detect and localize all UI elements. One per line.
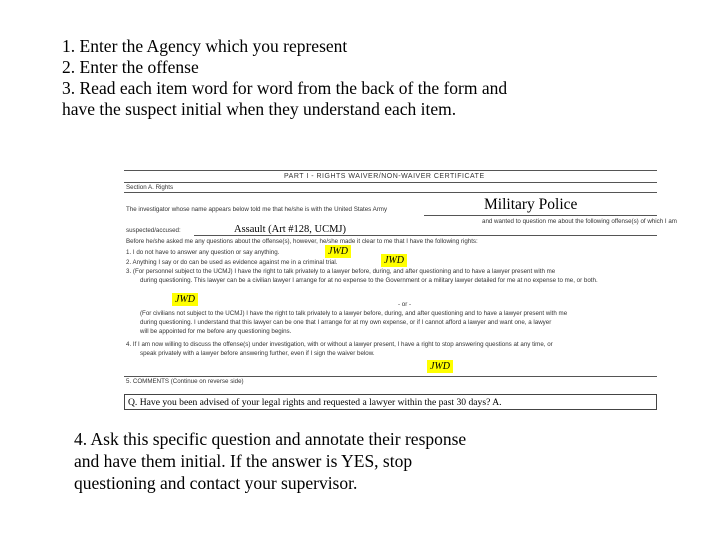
initials-item-2: JWD (381, 254, 407, 267)
comments-rule (124, 376, 657, 377)
agency-underline (424, 215, 657, 216)
step-4-line-1: 4. Ask this specific question and annotate their response (74, 429, 467, 449)
step-4-block (74, 428, 634, 494)
agency-field-value: Military Police (484, 196, 578, 213)
right-item-3: 3. (For personnel subject to the UCMJ) I have the right to talk privately to a lawyer before, during, and after questioning and to have a lawyer present with me (126, 268, 556, 275)
right-item-1: 1. I do not have to answer any question or say anything. (126, 249, 280, 256)
initials-item-1: JWD (325, 245, 351, 258)
right-item-3-continued: during questioning. This lawyer can be a civilian lawyer I arrange for at no expense to the Government or a military lawyer detailed for me at no expense to me, or both. (140, 277, 598, 284)
step-4-line-3: questioning and contact your supervisor. (74, 473, 358, 493)
right-item-2: 2. Anything I say or do can be used as evidence against me in a criminal trial. (126, 259, 338, 266)
part-heading: PART I - RIGHTS WAIVER/NON-WAIVER CERTIFICATE (284, 173, 485, 180)
initials-item-4: JWD (427, 360, 453, 373)
instruction-line-2: 2. Enter the offense (62, 57, 199, 77)
civilian-right-end: will be appointed for me before any questioning begins. (140, 328, 292, 335)
right-item-4-continued: speak privately with a lawyer before answering further, even if I sign the waiver below. (140, 350, 375, 357)
prior-advisement-question: Q. Have you been advised of your legal rights and requested a lawyer within the past 30 days? A. (124, 394, 657, 410)
offense-field-value: Assault (Art #128, UCMJ) (234, 224, 346, 235)
right-item-4: 4. If I am now willing to discuss the offense(s) under investigation, with or without a lawyer present, I have a right to stop answering questions at any time, or (126, 341, 553, 348)
section-rule (124, 192, 657, 193)
heading-rule (124, 182, 657, 183)
wanted-text: and wanted to question me about the following offense(s) of which I am (482, 218, 677, 225)
comments-label: 5. COMMENTS (Continue on reverse side) (126, 378, 244, 385)
civilian-right: (For civilians not subject to the UCMJ) I have the right to talk privately to a lawyer before, during, and after questioning and to have a lawyer present with me (140, 310, 568, 317)
civilian-right-continued: during questioning. I understand that this lawyer can be one that I arrange for at my own expense, or if I cannot afford a lawyer and want one, a lawyer (140, 319, 552, 326)
or-separator: - or - (398, 301, 412, 308)
instruction-line-3: 3. Read each item word for word from the back of the form and (62, 78, 508, 98)
rights-waiver-form (124, 162, 677, 412)
instructions-block (62, 36, 622, 120)
investigator-text: The investigator whose name appears below told me that he/she is with the United States Army (126, 206, 388, 213)
section-heading: Section A. Rights (126, 184, 174, 191)
step-4-line-2: and have them initial. If the answer is YES, stop (74, 451, 413, 471)
before-text: Before he/she asked me any questions about the offense(s), however, he/she made it clear to me that I have the following rights: (126, 238, 478, 245)
suspected-label: suspected/accused: (126, 227, 181, 234)
offense-underline (194, 235, 657, 236)
initials-item-3: JWD (172, 293, 198, 306)
top-rule (124, 170, 657, 171)
instruction-line-4: have the suspect initial when they understand each item. (62, 99, 457, 119)
instruction-line-1: 1. Enter the Agency which you represent (62, 36, 348, 56)
